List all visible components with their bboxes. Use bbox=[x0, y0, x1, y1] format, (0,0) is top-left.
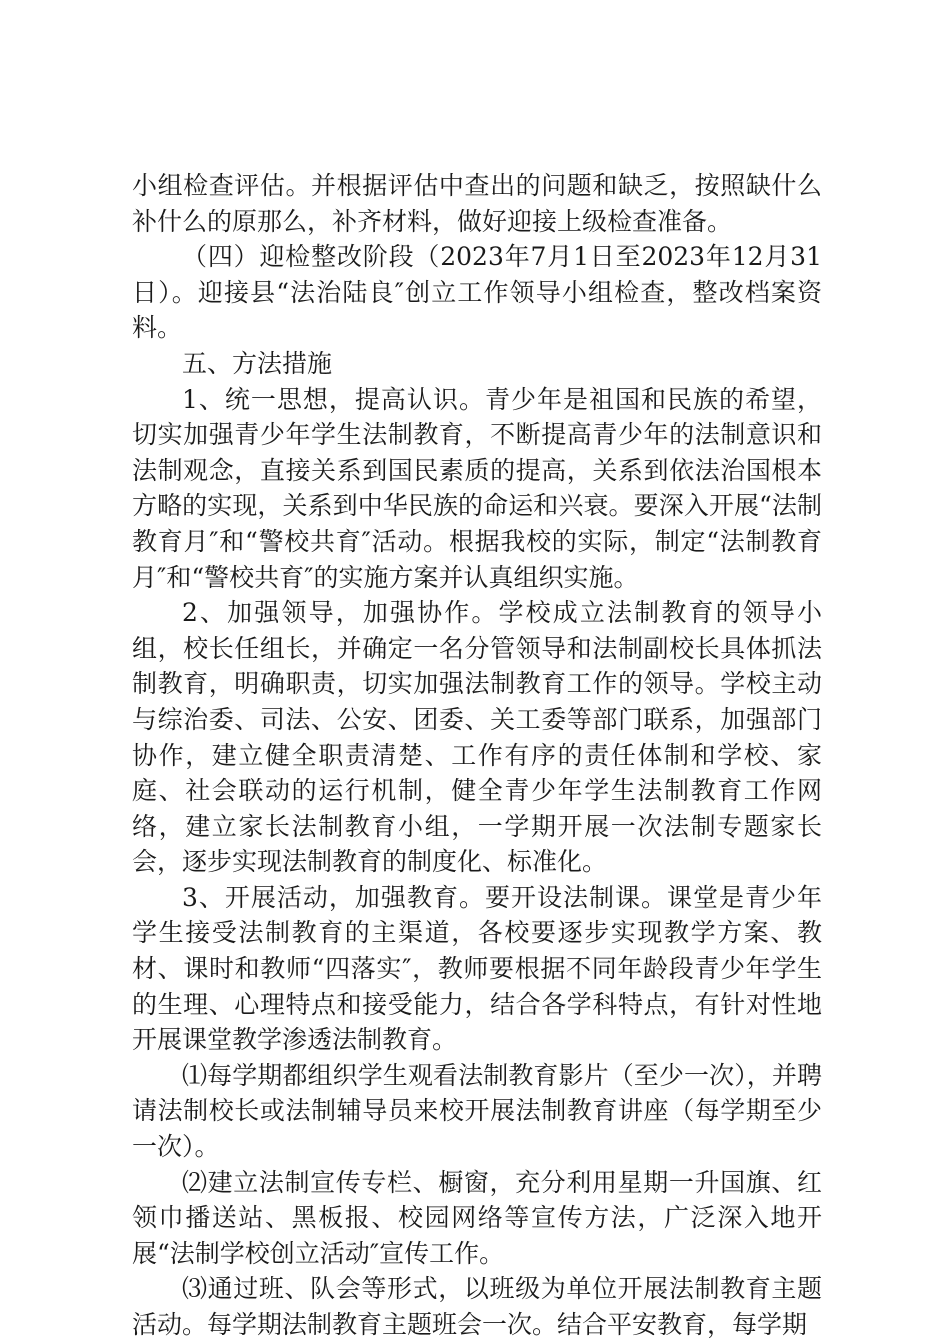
list-item-2: ⑵建立法制宣传专栏、橱窗，充分利用星期一升国旗、红领巾播送站、黑板报、校园网络等宣传方法，广泛深入地开展“法制学校创立活动″宣传工作。 bbox=[132, 1167, 822, 1268]
section-heading-methods: 五、方法措施 bbox=[182, 348, 333, 378]
paragraph-stage-four: （四）迎检整改阶段（2023年7月1日至2023年12月31日）。迎接县“法治陆良″创立工作领导小组检查，整改档案资料。 bbox=[132, 242, 822, 343]
paragraph-continuation: 小组检查评估。并根据评估中查出的问题和缺乏，按照缺什么补什么的原那么，补齐材料，做好迎接上级检查准备。 bbox=[132, 171, 822, 236]
paragraph-measure-2: 2、加强领导，加强协作。学校成立法制教育的领导小组，校长任组长，并确定一名分管领导和法制副校长具体抓法制教育，明确职责，切实加强法制教育工作的领导。学校主动与综治委、司法、公安、团委、关工委等部门联系，加强部门协作，建立健全职责清楚、工作有序的责任体制和学校、家庭、社会联动的运行机制，健全青少年学生法制教育工作网络，建立家长法制教育小组，一学期开展一次法制专题家长会，逐步实现法制教育的制度化、标准化。 bbox=[132, 598, 822, 877]
paragraph-measure-3: 3、开展活动，加强教育。要开设法制课。课堂是青少年学生接受法制教育的主渠道，各校要逐步实现教学方案、教材、课时和教师“四落实″，教师要根据不同年龄段青少年学生的生理、心理特点和接受能力，结合各学科特点，有针对性地开展课堂教学渗透法制教育。 bbox=[132, 882, 822, 1055]
paragraph-measure-1: 1、统一思想，提高认识。青少年是祖国和民族的希望，切实加强青少年学生法制教育，不断提高青少年的法制意识和法制观念，直接关系到国民素质的提高，关系到依法治国根本方略的实现，关系到中华民族的命运和兴衰。要深入开展“法制教育月″和“警校共育″活动。根据我校的实际，制定“法制教育月″和“警校共育″的实施方案并认真组织实施。 bbox=[132, 384, 822, 592]
list-item-1: ⑴每学期都组织学生观看法制教育影片（至少一次），并聘请法制校长或法制辅导员来校开展法制教育讲座（每学期至少一次）。 bbox=[132, 1060, 822, 1162]
document-body bbox=[132, 168, 822, 1343]
list-item-3: ⑶通过班、队会等形式，以班级为单位开展法制教育主题活动。每学期法制教育主题班会一次。结合平安教育，每学期 bbox=[132, 1274, 822, 1339]
